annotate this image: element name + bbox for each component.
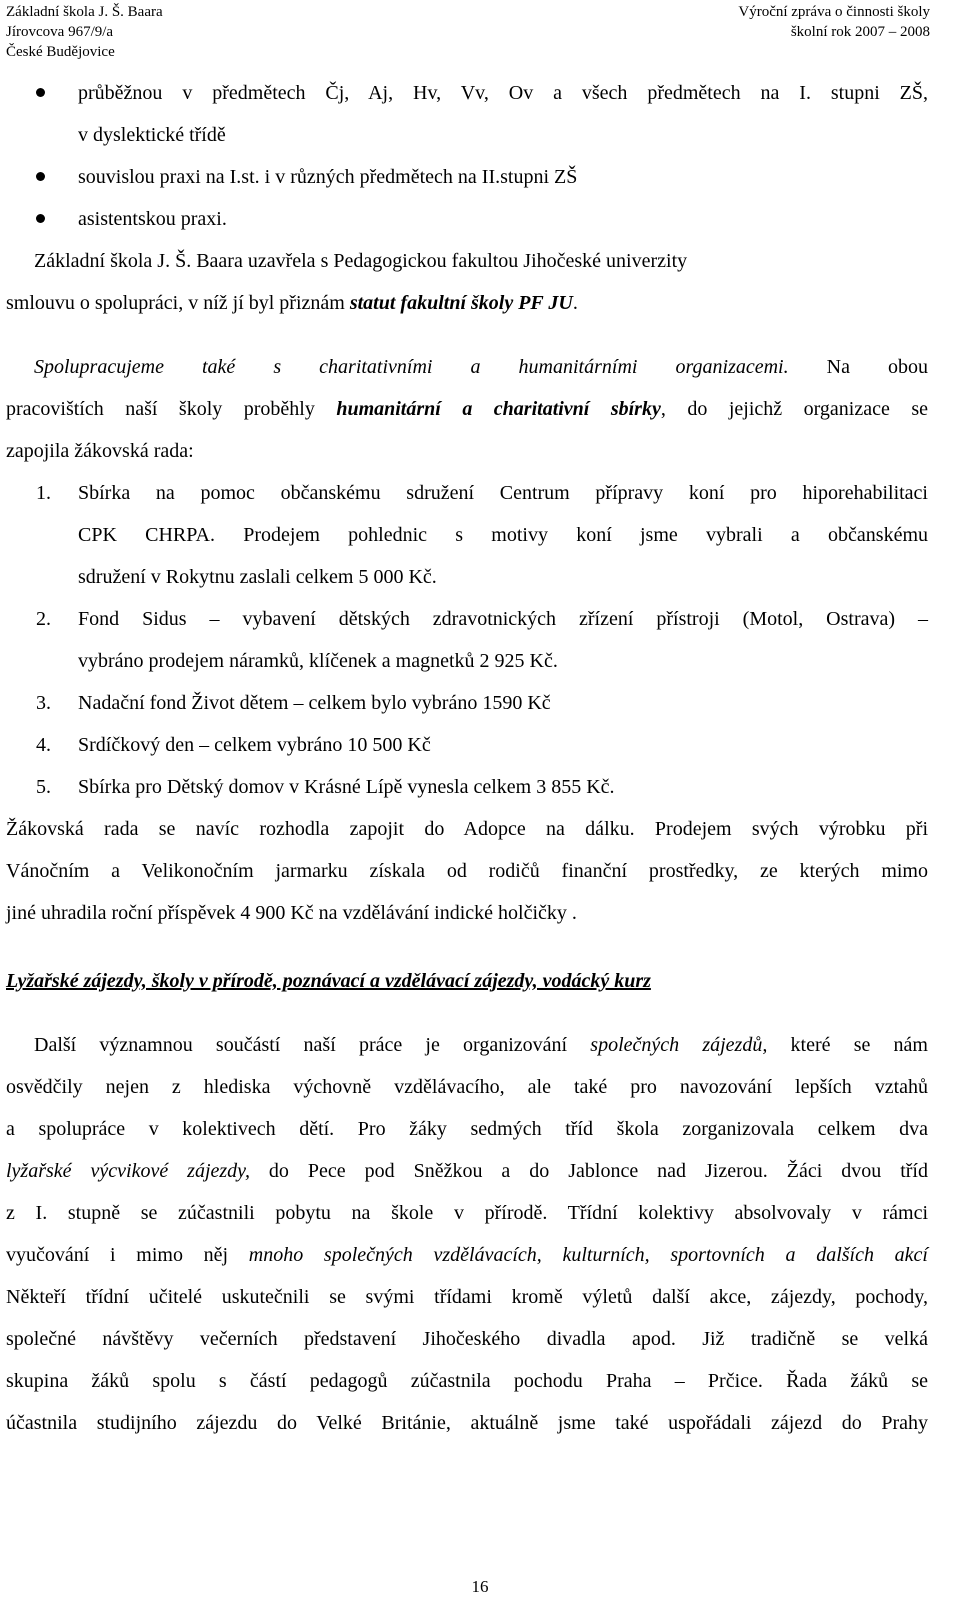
text-run: do Pece pod Sněžkou a do Jablonce nad Jizerou. Žáci dvou tříd xyxy=(249,1160,928,1182)
header-right xyxy=(738,2,930,42)
paragraph-line: Žákovská rada se navíc rozhodla zapojit do Adopce na dálku. Prodejem svých výrobku při xyxy=(6,818,928,840)
text-run: pracovištích naší školy proběhly xyxy=(6,398,337,420)
numbered-list xyxy=(6,472,928,808)
paragraph-line xyxy=(6,282,928,324)
paragraph-line xyxy=(6,346,928,388)
paragraph-line xyxy=(6,388,928,430)
paragraph-adoption xyxy=(6,808,928,934)
paragraph-line xyxy=(6,1150,928,1192)
list-item xyxy=(6,72,928,156)
bullet-text: průběžnou v předmětech Čj, Aj, Hv, Vv, Ov a všech předmětech na I. stupni ZŠ, xyxy=(78,82,928,104)
paragraph-line: Někteří třídní učitelé uskutečnili se svými třídami kromě výletů další akce, zájezdy, pochody, xyxy=(6,1286,928,1308)
paragraph-line xyxy=(6,1024,928,1066)
header-left xyxy=(6,2,163,62)
italic-text: společných zájezdů, xyxy=(590,1034,768,1056)
document-body xyxy=(6,72,928,1444)
section-heading: Lyžařské zájezdy, školy v přírodě, poznávací a vzdělávací zájezdy, vodácký kurz xyxy=(6,970,651,992)
text-run: smlouvu o spolupráci, v níž jí byl přiznám xyxy=(6,292,350,314)
page-number: 16 xyxy=(471,1577,489,1596)
paragraph-trips xyxy=(6,1024,928,1444)
spacer xyxy=(6,1002,928,1024)
bullet-text: asistentskou praxi. xyxy=(78,208,227,230)
paragraph-line: účastnila studijního zájezdu do Velké Británie, aktuálně jsme také uspořádali zájezd do Prahy xyxy=(6,1412,928,1434)
bullet-icon xyxy=(36,172,45,181)
paragraph-charity xyxy=(6,346,928,472)
list-item xyxy=(6,766,928,808)
list-item xyxy=(6,724,928,766)
list-number: 1. xyxy=(36,482,51,504)
paragraph-line xyxy=(6,1234,928,1276)
paragraph-line: a spolupráce v kolektivech dětí. Pro žáky sedmých tříd škola zorganizovala celkem dva xyxy=(6,1118,928,1140)
list-item xyxy=(6,598,928,682)
list-text: Srdíčkový den – celkem vybráno 10 500 Kč xyxy=(78,734,431,756)
list-number: 3. xyxy=(36,692,51,714)
list-text: Fond Sidus – vybavení dětských zdravotnických zřízení přístroji (Motol, Ostrava) – xyxy=(78,608,928,630)
list-item xyxy=(6,682,928,724)
paragraph-line: Vánočním a Velikonočním jarmarku získala od rodičů finanční prostředky, ze kterých mimo xyxy=(6,860,928,882)
list-text: Nadační fond Život dětem – celkem bylo vybráno 1590 Kč xyxy=(78,692,551,714)
school-street: Jírovcova 967/9/a xyxy=(6,24,114,40)
list-number: 4. xyxy=(36,734,51,756)
paragraph-line: z I. stupně se zúčastnili pobytu na škole v přírodě. Třídní kolektivy absolvovaly v rámci xyxy=(6,1202,928,1224)
paragraph-line: zapojila žákovská rada: xyxy=(6,440,194,462)
list-text: sdružení v Rokytnu zaslali celkem 5 000 Kč. xyxy=(78,566,437,588)
list-text: Sbírka na pomoc občanskému sdružení Centrum přípravy koní pro hiporehabilitaci xyxy=(78,482,928,504)
paragraph-line: Základní škola J. Š. Baara uzavřela s Pedagogickou fakultou Jihočeské univerzity xyxy=(34,250,688,272)
list-number: 5. xyxy=(36,776,51,798)
bullet-icon xyxy=(36,214,45,223)
emphasis-text: humanitární a charitativní sbírky xyxy=(336,398,661,420)
list-item xyxy=(6,472,928,598)
text-run: , do jejichž organizace se xyxy=(660,398,928,420)
list-item xyxy=(6,198,928,240)
text-run: Další významnou součástí naší práce je organizování xyxy=(34,1034,591,1056)
italic-text: mnoho společných vzdělávacích, kulturních, sportovních a dalších akcí xyxy=(248,1244,928,1266)
list-number: 2. xyxy=(36,608,51,630)
school-city: České Budějovice xyxy=(6,44,115,60)
list-item xyxy=(6,156,928,198)
list-text: Sbírka pro Dětský domov v Krásné Lípě vynesla celkem 3 855 Kč. xyxy=(78,776,615,798)
text-run: které se nám xyxy=(767,1034,928,1056)
spacer xyxy=(6,324,928,346)
list-text: CPK CHRPA. Prodejem pohlednic s motivy koní jsme vybrali a občanskému xyxy=(78,524,928,546)
italic-text: Spolupracujeme také s charitativními a humanitárními organizacemi. xyxy=(34,356,789,378)
emphasis-text: statut fakultní školy PF JU xyxy=(349,292,573,314)
bullet-icon xyxy=(36,88,45,97)
text-run: vyučování i mimo něj xyxy=(6,1244,249,1266)
paragraph-line: společné návštěvy večerních představení Jihočeského divadla apod. Již tradičně se velká xyxy=(6,1328,928,1350)
paragraph-faculty-school xyxy=(6,240,928,324)
school-name: Základní škola J. Š. Baara xyxy=(6,4,163,20)
text-run: Na obou xyxy=(788,356,928,378)
text-run: . xyxy=(572,292,578,314)
paragraph-line: osvědčily nejen z hlediska výchovně vzdělávacího, ale také pro navozování lepších vztahů xyxy=(6,1076,928,1098)
italic-text: lyžařské výcvikové zájezdy, xyxy=(6,1160,250,1182)
paragraph-line: jiné uhradila roční příspěvek 4 900 Kč na vzdělávání indické holčičky . xyxy=(6,902,577,924)
bullet-text: souvislou praxi na I.st. i v různých předmětech na II.stupni ZŠ xyxy=(78,166,578,188)
report-title: Výroční zpráva o činnosti školy xyxy=(738,4,930,20)
paragraph-line: skupina žáků spolu s částí pedagogů zúčastnila pochodu Praha – Prčice. Řada žáků se xyxy=(6,1370,928,1392)
list-text: vybráno prodejem náramků, klíčenek a magnetků 2 925 Kč. xyxy=(78,650,558,672)
school-year: školní rok 2007 – 2008 xyxy=(790,24,930,40)
bullet-text: v dyslektické třídě xyxy=(78,124,226,146)
